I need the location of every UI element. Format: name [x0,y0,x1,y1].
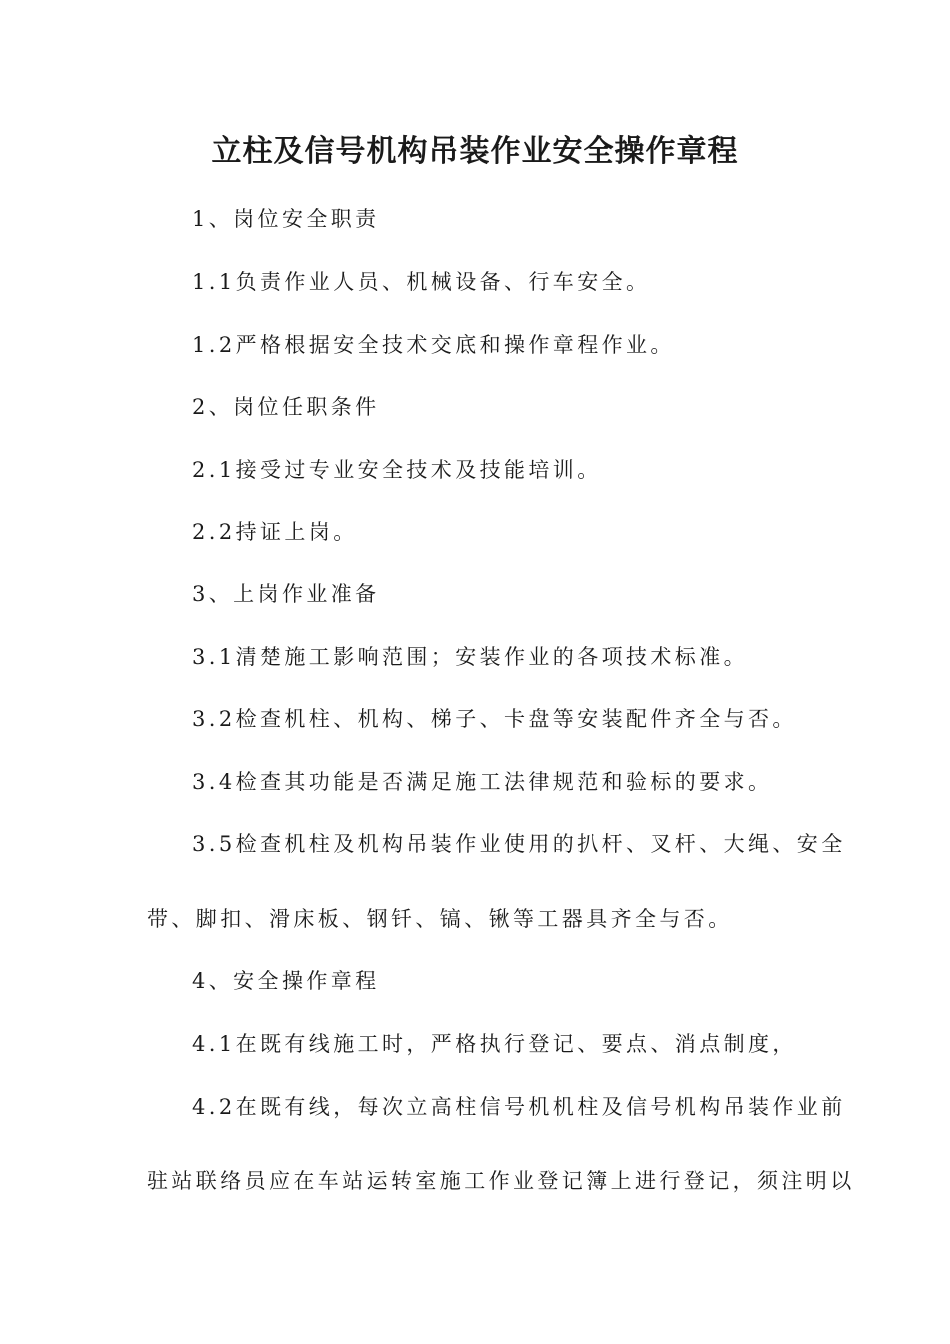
paragraph-2-1: 2.1接受过专业安全技术及技能培训。 [192,458,602,482]
paragraph-3-1: 3.1清楚施工影响范围；安装作业的各项技术标准。 [192,645,748,669]
paragraph-1-1: 1.1负责作业人员、机械设备、行车安全。 [192,270,651,294]
paragraph-3-5-line-2: 带、脚扣、滑床板、钢钎、镐、锹等工器具齐全与否。 [147,907,733,931]
paragraph-3-2: 3.2检查机柱、机构、梯子、卡盘等安装配件齐全与否。 [192,707,797,731]
paragraph-4-2-line-1: 4.2在既有线，每次立高柱信号机机柱及信号机构吊装作业前 [192,1095,846,1119]
paragraph-1-2: 1.2严格根据安全技术交底和操作章程作业。 [192,333,675,357]
section-heading-4: 4、安全操作章程 [192,969,380,993]
document-title: 立柱及信号机构吊装作业安全操作章程 [211,134,739,169]
paragraph-3-5-line-1: 3.5检查机柱及机构吊装作业使用的扒杆、叉杆、大绳、安全 [192,832,846,856]
paragraph-4-1: 4.1在既有线施工时，严格执行登记、要点、消点制度， [192,1032,797,1056]
section-heading-3: 3、上岗作业准备 [192,582,380,606]
section-heading-2: 2、岗位任职条件 [192,395,380,419]
section-heading-1: 1、岗位安全职责 [192,207,380,231]
paragraph-4-2-line-2: 驻站联络员应在车站运转室施工作业登记簿上进行登记，须注明以 [147,1169,855,1193]
paragraph-3-4: 3.4检查其功能是否满足施工法律规范和验标的要求。 [192,770,773,794]
paragraph-2-2: 2.2持证上岗。 [192,520,358,544]
